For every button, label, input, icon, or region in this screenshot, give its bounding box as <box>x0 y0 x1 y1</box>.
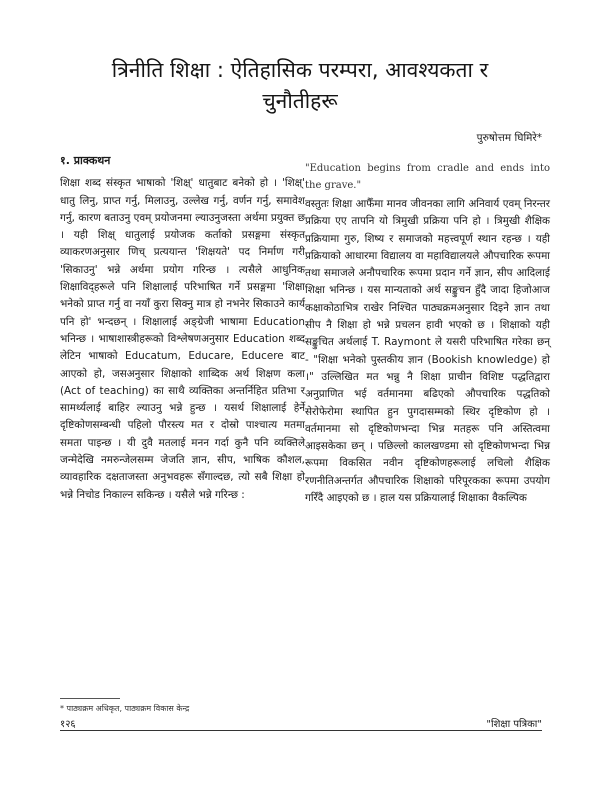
left-column <box>60 152 305 504</box>
footnote-divider <box>60 698 120 699</box>
section-heading: १. प्राक्कथन <box>60 154 111 167</box>
page-number: १२६ <box>60 716 80 730</box>
author-footnote: * पाठ्यक्रम अधिकृत, पाठ्यक्रम विकास केन्द्र <box>60 704 190 713</box>
english-quote: "Education begins from cradle and ends into the grave." <box>305 163 550 191</box>
right-column-body: वस्तुतः शिक्षा आफैँमा मानव जीवनका लागि अनिवार्य एवम् निरन्तर प्रक्रिया एए तापनि यो त्रिमुखी प्रक्रिया पनि हो । त्रिमुखी शैक्षिक प्रक्रियामा गुरु, शिष्य र समाजको महत्त्वपूर्ण स्थान रहन्छ । यही प्रक्रियाको आधारमा विद्यालय वा महाविद्यालयले औपचारिक रूपमा तथा समाजले अनौपचारिक रूपमा प्रदान गर्ने ज्ञान, सीप आदिलाई शिक्षा भनिन्छ । यस मान्यताको अर्थ सङ्कुचन हुँदै जादा हिजोआज कक्षाकोठाभित्र राखेर निश्चित पाठ्यक्रमअनुसार दिइने ज्ञान तथा सीप नै शिक्षा हो भन्ने प्रचलन हावी भएको छ । शिक्षाको यही सङ्कुचित अर्थलाई T. Raymont ले यसरी परिभाषित गरेका छन् - "शिक्षा भनेको पुस्तकीय ज्ञान (Bookish knowledge) हो ।" उल्लिखित मत भन्नु नै शिक्षा प्राचीन विशिष्ट पद्धतिद्वारा अनुप्राणित भई वर्तमानमा बढिएको औपचारिक पद्धतिको सेरोफेरोमा स्थापित हुन पुगदासम्मको स्थिर दृष्टिकोण हो । वर्तमानमा सो दृष्टिकोणभन्दा भिन्न मतहरू पनि अस्तित्वमा आइसकेका छन् । पछिल्लो कालखण्डमा सो दृष्टिकोणभन्दा भिन्न रूपमा विकसित नवीन दृष्टिकोणहरूलाई लचिलो शैक्षिक रणनीतिअन्तर्गत औपचारिक शिक्षाको परिपूरकका रूपमा उपयोग गरिँदै आइएको छ । हाल यस प्रक्रियालाई शिक्षाका वैकल्पिक <box>305 198 550 505</box>
left-column-body: शिक्षा शब्द संस्कृत भाषाको 'शिक्ष्' धातुबाट बनेको हो । 'शिक्ष्' धातु लिनु, प्राप्त गर्नु, मिलाउनु, उल्लेख गर्नु, वर्णन गर्नु, समावेश गर्नु, कारण बताउनु एवम् प्रयोजनमा ल्याउनुजस्ता अर्थमा प्रयुक्त छ । यही शिक्ष् धातुलाई प्रयोजक कर्ताको प्रसङ्गमा संस्कृत व्याकरणअनुसार णिच् प्रत्ययान्त 'शिक्षयते' पद निर्माण गरी 'सिकाउनु' भन्ने अर्थमा प्रयोग गरिन्छ । त्यसैले आधुनिक शिक्षाविद्हरूले पनि शिक्षालाई परिभाषित गर्ने प्रसङ्गमा 'शिक्षा भनेको प्राप्त गर्नु वा नयाँ कुरा सिक्नु मात्र हो नभनेर सिकाउने कार्य पनि हो' भन्दछन् । शिक्षालाई अङ्ग्रेजी भाषामा Education भनिन्छ । भाषाशास्त्रीहरूको विश्लेषणअनुसार Education शब्द लेटिन भाषाको Educatum, Educare, Educere बाट आएको हो, जसअनुसार शिक्षाको शाब्दिक अर्थ शिक्षण कला (Act of teaching) का साथै व्यक्तिका अन्तर्निहित प्रतिभा र सामर्थ्यलाई बाहिर ल्याउनु भन्ने हुन्छ । यसर्थ शिक्षालाई हेर्ने दृष्टिकोणसम्बन्धी पहिलो पौरस्त्य मत र दोस्रो पाश्चात्य मतमा समता पाइन्छ । यी दुवै मतलाई मनन गर्दा कुनै पनि व्यक्तिले जन्मेदेखि नमरुन्जेलसम्म जेजति ज्ञान, सीप, भाषिक कौशल, व्यावहारिक दक्षताजस्ता अनुभवहरू सँगाल्दछ, त्यो सबै शिक्षा हो भन्ने निचोड निकाल्न सकिन्छ । यसैले भन्ने गरिन्छ : <box>60 177 305 501</box>
article-title-line-2: चुनौतीहरू <box>262 89 338 113</box>
author-name: पुरुषोत्तम घिमिरे* <box>476 132 542 144</box>
journal-name: "शिक्षा पत्रिका" <box>482 716 542 730</box>
right-column <box>305 160 550 507</box>
article-title <box>60 55 540 117</box>
article-title-line-1: त्रिनीति शिक्षा : ऐतिहासिक परम्परा, आवश्यकता र <box>111 58 489 82</box>
footer-divider <box>60 730 542 731</box>
